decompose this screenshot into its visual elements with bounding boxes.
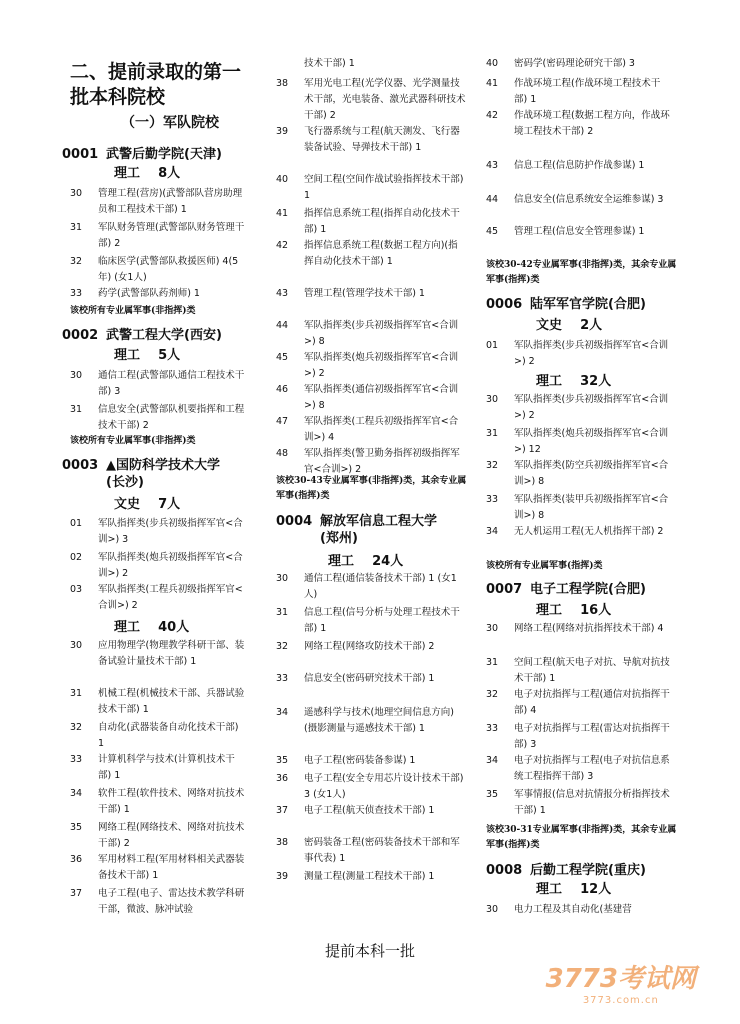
school-note: 该校所有专业属军事(指挥)类 [486, 561, 603, 571]
school-name: 武警后勤学院(天津) [106, 147, 222, 162]
major-text: 军队指挥类(步兵初级指挥军官<合训>) 8 [304, 320, 459, 347]
major-text: 军队指挥类(工程兵初级指挥军官<合训>) 2 [98, 584, 243, 611]
major-number: 39 [276, 126, 289, 137]
major-text: 密码装备工程(密码装备技术干部和军事代表) 1 [304, 837, 460, 864]
category-line: 文史 7人 [114, 497, 181, 512]
category-line: 理工 12人 [536, 882, 612, 897]
major-number: 33 [70, 288, 83, 299]
school-code: 0006 [486, 297, 523, 312]
category-line: 理工 5人 [114, 348, 181, 363]
major-number: 44 [276, 320, 289, 331]
category-line: 理工 8人 [114, 166, 181, 181]
major-item [486, 76, 672, 108]
major-text: 空间工程(空间作战试验指挥技术干部) 1 [304, 174, 464, 201]
school-header-0007 [486, 581, 686, 598]
major-number: 38 [276, 837, 289, 848]
major-text: 军队指挥类(炮兵初级指挥军官<合训>) 2 [304, 352, 459, 379]
category-line: 理工 24人 [328, 554, 404, 569]
school-code: 0008 [486, 863, 523, 878]
major-text: 电力工程及其自动化(基建营 [514, 904, 632, 915]
major-item [276, 835, 466, 867]
major-text: 遥感科学与技术(地理空间信息方向)(摄影测量与遥感技术干部) 1 [304, 707, 454, 734]
school-header-0001 [62, 146, 270, 163]
major-text: 军队指挥类(装甲兵初级指挥军官<合训>) 8 [514, 494, 669, 521]
major-number: 32 [70, 256, 83, 267]
major-number: 30 [70, 188, 83, 199]
major-item [486, 524, 672, 540]
major-text: 军用光电工程(光学仪器、光学测量技术干部，光电装备、激光武器科研技术干部) 2 [304, 78, 466, 121]
major-item [486, 426, 672, 458]
major-item [486, 192, 672, 208]
major-text: 信息工程(信息防护作战参谋) 1 [514, 160, 645, 171]
major-number: 31 [486, 428, 499, 439]
major-text: 军队指挥类(工程兵初级指挥军官<合训>) 4 [304, 416, 459, 443]
major-item [276, 639, 466, 655]
major-text: 军队指挥类(步兵初级指挥军官<合训>) 2 [514, 340, 669, 367]
major-number: 36 [70, 854, 83, 865]
school-code: 0003 [62, 458, 99, 473]
major-text: 软件工程(软件技术、网络对抗技术干部) 1 [98, 788, 245, 815]
major-item [70, 752, 246, 784]
major-number: 30 [70, 370, 83, 381]
major-item [70, 220, 246, 252]
category-line: 理工 16人 [536, 603, 612, 618]
school-name: 电子工程学院(合肥) [530, 582, 646, 597]
major-text: 通信工程(武警部队通信工程技术干部) 3 [98, 370, 245, 397]
major-text: 电子对抗指挥与工程(雷达对抗指挥干部) 3 [514, 723, 670, 750]
major-item [276, 605, 466, 637]
category-line: 理工 40人 [114, 620, 190, 635]
major-text: 军队指挥类(步兵初级指挥军官<合训>) 2 [514, 394, 669, 421]
major-text: 信息工程(信号分析与处理工程技术干部) 1 [304, 607, 460, 634]
major-text: 通信工程(通信装备技术干部) 1 (女1人) [304, 573, 457, 600]
school-name: 解放军信息工程大学 (郑州) [320, 514, 438, 546]
major-number: 32 [486, 460, 499, 471]
major-number: 41 [276, 208, 289, 219]
major-item [486, 458, 672, 490]
major-item [276, 286, 466, 302]
major-text: 电子工程(电子、雷达技术教学科研干部，微波、脉冲试验 [98, 888, 245, 915]
major-text: 临床医学(武警部队救援医师) 4(5年) (女1人) [98, 256, 239, 283]
school-header-0003 [62, 457, 270, 491]
major-number: 33 [70, 754, 83, 765]
major-number: 40 [276, 174, 289, 185]
watermark-logo [546, 958, 696, 1006]
major-text: 军队指挥类(步兵初级指挥军官<合训>) 3 [98, 518, 243, 545]
major-item [276, 382, 466, 414]
major-text: 信息安全(武警部队机要指挥和工程技术干部) 2 [98, 404, 245, 431]
major-number: 46 [276, 384, 289, 395]
major-text: 军队指挥类(炮兵初级指挥军官<合训>) 2 [98, 552, 243, 579]
school-header-0008 [486, 862, 686, 879]
major-text: 作战环境工程(作战环境工程技术干部) 1 [514, 78, 661, 105]
major-text: 军队指挥类(通信初级指挥军官<合训>) 8 [304, 384, 459, 411]
major-text: 机械工程(机械技术干部、兵器试验技术干部) 1 [98, 688, 245, 715]
major-number: 41 [486, 78, 499, 89]
major-text: 药学(武警部队药剂师) 1 [98, 288, 200, 299]
major-number: 48 [276, 448, 289, 459]
major-number: 32 [486, 689, 499, 700]
major-number: 30 [486, 904, 499, 915]
major-item [276, 771, 466, 803]
major-number: 45 [486, 226, 499, 237]
major-number: 35 [276, 755, 289, 766]
major-item [70, 820, 246, 852]
category-line: 理工 32人 [536, 374, 612, 389]
major-number: 31 [70, 222, 83, 233]
major-text: 管理工程(信息安全管理参谋) 1 [514, 226, 645, 237]
major-item [486, 753, 672, 785]
school-note: 该校所有专业属军事(非指挥)类 [70, 306, 196, 316]
major-text: 军事情报(信息对抗情报分析指挥技术干部) 1 [514, 789, 670, 816]
major-number: 01 [486, 340, 499, 351]
major-item [70, 368, 246, 400]
major-text: 军队指挥类(防空兵初级指挥军官<合训>) 8 [514, 460, 669, 487]
major-number: 35 [486, 789, 499, 800]
school-name: ▲国防科学技术大学 (长沙) [106, 458, 220, 490]
major-item [70, 886, 246, 918]
major-item [276, 238, 466, 270]
major-number: 43 [486, 160, 499, 171]
school-note: 该校30-43专业属军事(非指挥)类，其余专业属军事(指挥)类 [276, 476, 467, 501]
major-item [276, 414, 466, 446]
major-text: 管理工程(营房)(武警部队营房助理员和工程技术干部) 1 [98, 188, 243, 215]
major-number: 31 [70, 404, 83, 415]
major-item [486, 902, 672, 918]
school-header-0004 [276, 513, 472, 547]
major-text: 作战环境工程(数据工程方向，作战环境工程技术干部) 2 [514, 110, 670, 137]
major-number: 30 [486, 394, 499, 405]
major-item [70, 402, 246, 434]
school-code: 0007 [486, 582, 523, 597]
major-number: 37 [70, 888, 83, 899]
major-item [486, 338, 672, 370]
major-number: 31 [276, 607, 289, 618]
major-item [70, 516, 246, 548]
watermark-text: 3773考试网 [545, 964, 696, 994]
major-number: 30 [486, 623, 499, 634]
major-item [486, 224, 672, 240]
major-text: 军用材料工程(军用材料相关武器装备技术干部) 1 [98, 854, 245, 881]
major-text: 自动化(武器装备自动化技术干部) 1 [98, 722, 239, 749]
major-number: 01 [70, 518, 83, 529]
major-text: 信息安全(密码研究技术干部) 1 [304, 673, 435, 684]
major-number: 35 [70, 822, 83, 833]
major-number: 44 [486, 194, 499, 205]
major-item [276, 124, 466, 156]
school-note: 该校所有专业属军事(非指挥)类 [70, 436, 196, 446]
major-number: 34 [70, 788, 83, 799]
major-text: 测量工程(测量工程技术干部) 1 [304, 871, 435, 882]
major-number: 34 [486, 755, 499, 766]
major-number: 45 [276, 352, 289, 363]
major-text: 无人机运用工程(无人机指挥干部) 2 [514, 526, 664, 537]
major-number: 42 [276, 240, 289, 251]
major-item [276, 318, 466, 350]
school-code: 0002 [62, 328, 99, 343]
school-note: 该校30-42专业属军事(非指挥)类，其余专业属军事(指挥)类 [486, 260, 677, 285]
major-item [276, 571, 466, 603]
major-item [70, 254, 246, 286]
major-number: 32 [70, 722, 83, 733]
major-text: 空间工程(航天电子对抗、导航对抗技术干部) 1 [514, 657, 670, 684]
school-name: 后勤工程学院(重庆) [530, 863, 646, 878]
school-name: 陆军军官学院(合肥) [530, 297, 646, 312]
watermark-url: 3773.com.cn [582, 995, 659, 1006]
school-name: 武警工程大学(西安) [106, 328, 222, 343]
major-item [70, 638, 246, 670]
major-number: 30 [276, 573, 289, 584]
major-item [70, 186, 246, 218]
major-item [276, 172, 466, 204]
major-item [486, 655, 672, 687]
major-text: 电子工程(航天侦查技术干部) 1 [304, 805, 435, 816]
major-number: 39 [276, 871, 289, 882]
continuation-line: 技术干部) 1 [304, 58, 355, 69]
major-text: 电子对抗指挥与工程(通信对抗指挥干部) 4 [514, 689, 670, 716]
major-item [276, 753, 466, 769]
major-text: 网络工程(网络攻防技术干部) 2 [304, 641, 435, 652]
major-text: 管理工程(管理学技术干部) 1 [304, 288, 425, 299]
major-text: 电子工程(密码装备参谋) 1 [304, 755, 416, 766]
major-number: 42 [486, 110, 499, 121]
major-item [486, 721, 672, 753]
major-item [276, 705, 466, 737]
major-item [486, 687, 672, 719]
section-heading: 二、提前录取的第一 批本科院校 [70, 61, 242, 108]
major-item [70, 852, 246, 884]
major-item [486, 492, 672, 524]
major-number: 40 [486, 58, 499, 69]
major-number: 43 [276, 288, 289, 299]
major-number: 37 [276, 805, 289, 816]
major-item [70, 786, 246, 818]
major-item [70, 550, 246, 582]
major-text: 军队指挥类(警卫勤务指挥初级指挥军官<合训>) 2 [304, 448, 460, 475]
major-number: 34 [276, 707, 289, 718]
major-number: 30 [70, 640, 83, 651]
major-text: 指挥信息系统工程(数据工程方向)(指挥自动化技术干部) 1 [304, 240, 458, 267]
major-number: 36 [276, 773, 289, 784]
category-line: 文史 2人 [536, 318, 603, 333]
major-item [486, 392, 672, 424]
major-item [276, 76, 466, 124]
major-text: 军队指挥类(炮兵初级指挥军官<合训>) 12 [514, 428, 669, 455]
major-number: 31 [486, 657, 499, 668]
page-footer: 提前本科一批 [324, 942, 415, 960]
major-item [276, 671, 466, 687]
major-text: 电子对抗指挥与工程(电子对抗信息系统工程指挥干部) 3 [514, 755, 670, 782]
school-code: 0001 [62, 147, 99, 162]
major-item [276, 803, 466, 819]
school-header-0006 [486, 296, 686, 313]
major-text: 电子工程(安全专用芯片设计技术干部) 3 (女1人) [304, 773, 464, 800]
major-number: 03 [70, 584, 83, 595]
major-number: 31 [70, 688, 83, 699]
major-number: 02 [70, 552, 83, 563]
major-item [486, 56, 672, 72]
major-item [276, 350, 466, 382]
major-text: 密码学(密码理论研究干部) 3 [514, 58, 635, 69]
major-number: 32 [276, 641, 289, 652]
major-item [276, 206, 466, 238]
major-text: 信息安全(信息系统安全运维参谋) 3 [514, 194, 664, 205]
major-item [70, 286, 246, 302]
major-text: 计算机科学与技术(计算机技术干部) 1 [98, 754, 235, 781]
major-item [486, 158, 672, 174]
major-text: 网络工程(网络对抗指挥技术干部) 4 [514, 623, 664, 634]
school-note: 该校30-31专业属军事(非指挥)类，其余专业属军事(指挥)类 [486, 825, 677, 850]
major-item [70, 582, 246, 614]
school-header-0002 [62, 327, 270, 344]
major-number: 38 [276, 78, 289, 89]
major-number: 34 [486, 526, 499, 537]
major-item [486, 621, 672, 637]
major-item [486, 108, 672, 140]
major-item [486, 787, 672, 819]
major-number: 47 [276, 416, 289, 427]
major-number: 33 [486, 723, 499, 734]
subsection-heading: （一）军队院校 [121, 115, 219, 131]
major-item [70, 686, 246, 718]
major-text: 飞行器系统与工程(航天测发、飞行器装备试验、导弹技术干部) 1 [304, 126, 460, 153]
school-code: 0004 [276, 514, 313, 529]
major-item [70, 720, 246, 752]
major-number: 33 [276, 673, 289, 684]
major-number: 33 [486, 494, 499, 505]
major-text: 指挥信息系统工程(指挥自动化技术干部) 1 [304, 208, 460, 235]
major-text: 网络工程(网络技术、网络对抗技术干部) 2 [98, 822, 245, 849]
major-text: 军队财务管理(武警部队财务管理干部) 2 [98, 222, 245, 249]
major-text: 应用物理学(物理教学科研干部、装备试验计量技术干部) 1 [98, 640, 245, 667]
major-item [276, 869, 466, 885]
